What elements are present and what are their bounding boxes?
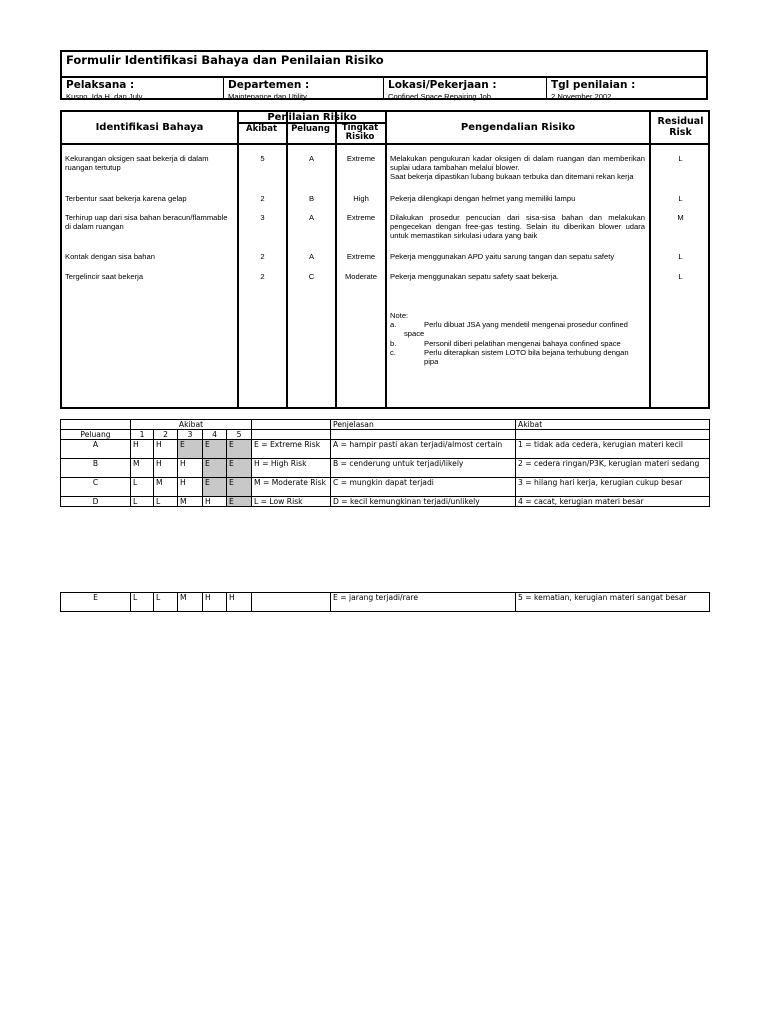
- column-divider: [385, 112, 387, 407]
- control-cell: Pekerja menggunakan sepatu safety saat bekerja.: [390, 272, 559, 281]
- matrix-cell: E: [203, 440, 227, 459]
- tingkat-cell: Moderate: [344, 272, 378, 281]
- header-penilaian-risiko: Penilaian Risiko: [267, 112, 357, 123]
- header-identifikasi-bahaya: Identifikasi Bahaya: [95, 122, 204, 133]
- field-label: Pelaksana :: [66, 79, 135, 91]
- field-label: Lokasi/Pekerjaan :: [388, 79, 497, 91]
- akibat-cell: 2: [260, 272, 265, 281]
- form-title: Formulir Identifikasi Bahaya dan Penilaian Risiko: [66, 53, 384, 67]
- matrix-akibat-desc: 1 = tidak ada cedera, kerugian materi kecil: [516, 440, 710, 459]
- header-tingkat-line1: Tingkat: [341, 123, 379, 133]
- field-value: Maintenance dan Utility: [228, 92, 307, 101]
- matrix-col-3: 3: [178, 430, 203, 440]
- peluang-cell: C: [308, 272, 315, 281]
- field-label: Tgl penilaian :: [551, 79, 636, 91]
- matrix-row-c: [61, 478, 710, 497]
- matrix-cell: E: [178, 440, 203, 459]
- matrix-peluang-label: D: [61, 497, 131, 507]
- matrix-penjelasan: A = hampir pasti akan terjadi/almost certain: [331, 440, 516, 459]
- matrix-penjelasan: B = cenderung untuk terjadi/likely: [331, 459, 516, 478]
- matrix-col-2: 2: [154, 430, 178, 440]
- matrix-akibat-desc: 4 = cacat, kerugian materi besar: [516, 497, 710, 507]
- matrix-akibat-col-header: Akibat: [516, 420, 710, 430]
- akibat-cell: 3: [260, 213, 265, 222]
- note-text: Perlu dibuat JSA yang mendetil mengenai prosedur confined: [424, 320, 628, 330]
- matrix-blank: [252, 430, 331, 440]
- matrix-header-row: [61, 420, 710, 430]
- matrix-cell: L: [131, 497, 154, 507]
- matrix-peluang-label: C: [61, 478, 131, 497]
- header-akibat: Akibat: [245, 124, 278, 134]
- hazard-cell: Kekurangan oksigen saat bekerja di dalam ruangan tertutup: [65, 154, 209, 173]
- control-cell: Pekerja menggunakan APD yaitu sarung tangan dan sepatu safety: [390, 252, 615, 261]
- matrix-cell: M: [178, 593, 203, 612]
- tingkat-cell: High: [353, 194, 369, 203]
- header-pengendalian-risiko: Pengendalian Risiko: [460, 122, 576, 133]
- note-item-a-cont: space: [404, 329, 425, 339]
- akibat-cell: 2: [260, 252, 265, 261]
- matrix-cell: H: [178, 478, 203, 497]
- matrix-legend: M = Moderate Risk: [252, 478, 331, 497]
- matrix-cell: H: [203, 593, 227, 612]
- header-peluang: Peluang: [291, 124, 330, 134]
- field-value: Confined Space Repairing Job: [388, 92, 492, 101]
- matrix-row-e: [61, 593, 710, 612]
- note-marker: b.: [390, 338, 397, 348]
- matrix-cell: L: [154, 593, 178, 612]
- header-tingkat-line2: Risiko: [345, 132, 375, 142]
- matrix-blank: [516, 430, 710, 440]
- header-residual-line2: Risk: [669, 127, 692, 138]
- control-text: Melakukan pengukuran kadar oksigen di dalam ruangan dan memberikan suplai udara tambahan melalui blower.: [390, 154, 645, 173]
- matrix-akibat-desc: 3 = hilang hari kerja, kerugian cukup besar: [516, 478, 710, 497]
- matrix-row-d: [61, 497, 710, 507]
- matrix-row-b: [61, 459, 710, 478]
- matrix-cell: L: [131, 593, 154, 612]
- notes-block: [390, 311, 645, 366]
- matrix-cell: H: [154, 440, 178, 459]
- hazard-cell: Terbentur saat bekerja karena gelap: [65, 194, 187, 203]
- matrix-penjelasan: D = kecil kemungkinan terjadi/unlikely: [331, 497, 516, 507]
- peluang-cell: A: [308, 154, 315, 163]
- matrix-penjelasan: E = jarang terjadi/rare: [331, 593, 516, 612]
- note-item-a: [390, 320, 645, 329]
- header-residual-line1: Residual: [657, 116, 704, 127]
- control-cell: Dilakukan prosedur pencucian dari sisa-sisa bahan dan melakukan pengecekan dengan free-gas testing. Selain itu diberikan blower udara untuk memastikan sirkulasi udara yang baik: [390, 213, 645, 241]
- hazard-cell: Tergelincir saat bekerja: [65, 272, 144, 281]
- tingkat-cell: Extreme: [346, 154, 376, 163]
- note-marker: a.: [390, 320, 397, 330]
- matrix-akibat-header: Akibat: [131, 420, 252, 430]
- risk-assessment-table: [60, 110, 710, 409]
- akibat-cell: 5: [260, 154, 265, 163]
- field-pelaksana: [62, 78, 224, 101]
- matrix-cell: H: [178, 459, 203, 478]
- field-value: Kusno, Ida H, dan July: [66, 92, 143, 101]
- matrix-col-4: 4: [203, 430, 227, 440]
- matrix-peluang-header: Peluang: [61, 430, 131, 440]
- matrix-cell: H: [203, 497, 227, 507]
- matrix-cell: H: [154, 459, 178, 478]
- form-header: [60, 50, 708, 100]
- matrix-penjelasan: C = mungkin dapat terjadi: [331, 478, 516, 497]
- matrix-col-5: 5: [227, 430, 252, 440]
- matrix-cell: M: [154, 478, 178, 497]
- matrix-cell: L: [131, 478, 154, 497]
- matrix-corner: [61, 420, 131, 430]
- matrix-legend: H = High Risk: [252, 459, 331, 478]
- field-departemen: [224, 78, 384, 101]
- control-text-2: Saat bekerja dipastikan lubang bukaan terbuka dan ditemani rekan kerja: [390, 172, 634, 182]
- peluang-cell: A: [308, 213, 315, 222]
- note-text: Personil diberi pelatihan mengenai bahaya confined space: [424, 338, 621, 348]
- note-item-b: [390, 339, 645, 348]
- matrix-cell: H: [227, 593, 252, 612]
- note-item-c: [390, 348, 645, 366]
- risk-matrix-table: [60, 419, 710, 507]
- residual-cell: L: [678, 194, 683, 203]
- matrix-legend: E = Extreme Risk: [252, 440, 331, 459]
- peluang-cell: B: [308, 194, 315, 203]
- peluang-cell: A: [308, 252, 315, 261]
- header-tingkat-risiko: [335, 124, 385, 142]
- residual-cell: L: [678, 272, 683, 281]
- matrix-cell: E: [203, 459, 227, 478]
- field-value: 2 November 2002: [551, 92, 612, 101]
- header-residual-risk: [651, 116, 710, 138]
- matrix-cell: H: [131, 440, 154, 459]
- matrix-cell: E: [227, 440, 252, 459]
- matrix-cell: E: [227, 497, 252, 507]
- matrix-cell: M: [178, 497, 203, 507]
- matrix-legend: L = Low Risk: [252, 497, 331, 507]
- note-marker: c.: [390, 347, 396, 357]
- residual-cell: L: [678, 154, 683, 163]
- matrix-blank: [331, 430, 516, 440]
- akibat-cell: 2: [260, 194, 265, 203]
- matrix-legend: [252, 593, 331, 612]
- control-cell: Pekerja dilengkapi dengan helmet yang memiliki lampu: [390, 194, 576, 203]
- matrix-blank: [252, 420, 331, 430]
- header-fields-row: [62, 76, 706, 101]
- matrix-col-1: 1: [131, 430, 154, 440]
- tingkat-cell: Extreme: [346, 252, 376, 261]
- field-lokasi: [384, 78, 547, 101]
- matrix-penjelasan-header: Penjelasan: [331, 420, 516, 430]
- matrix-cell: E: [203, 478, 227, 497]
- hazard-cell: Kontak dengan sisa bahan: [65, 252, 155, 261]
- matrix-akibat-desc: 5 = kematian, kerugian materi sangat besar: [516, 593, 710, 612]
- hazard-cell: Terhirup uap dari sisa bahan beracun/flammable di dalam ruangan: [65, 213, 228, 232]
- matrix-row-a: [61, 440, 710, 459]
- tingkat-cell: Extreme: [346, 213, 376, 222]
- control-cell: [390, 154, 645, 182]
- matrix-peluang-label: B: [61, 459, 131, 478]
- note-text: Perlu diterapkan sistem LOTO bila bejana terhubung dengan pipa: [424, 347, 629, 367]
- field-label: Departemen :: [228, 79, 310, 91]
- matrix-cell: E: [227, 478, 252, 497]
- field-tgl-penilaian: [547, 78, 706, 101]
- residual-cell: M: [677, 213, 684, 222]
- residual-cell: L: [678, 252, 683, 261]
- matrix-cell: E: [227, 459, 252, 478]
- matrix-peluang-label: E: [61, 593, 131, 612]
- matrix-cell: L: [154, 497, 178, 507]
- matrix-akibat-desc: 2 = cedera ringan/P3K, kerugian materi sedang: [516, 459, 710, 478]
- matrix-cell: M: [131, 459, 154, 478]
- risk-matrix-table-continued: [60, 592, 710, 612]
- header-bottom-divider: [62, 143, 708, 145]
- matrix-subheader-row: [61, 430, 710, 440]
- note-title: Note:: [390, 311, 409, 320]
- matrix-peluang-label: A: [61, 440, 131, 459]
